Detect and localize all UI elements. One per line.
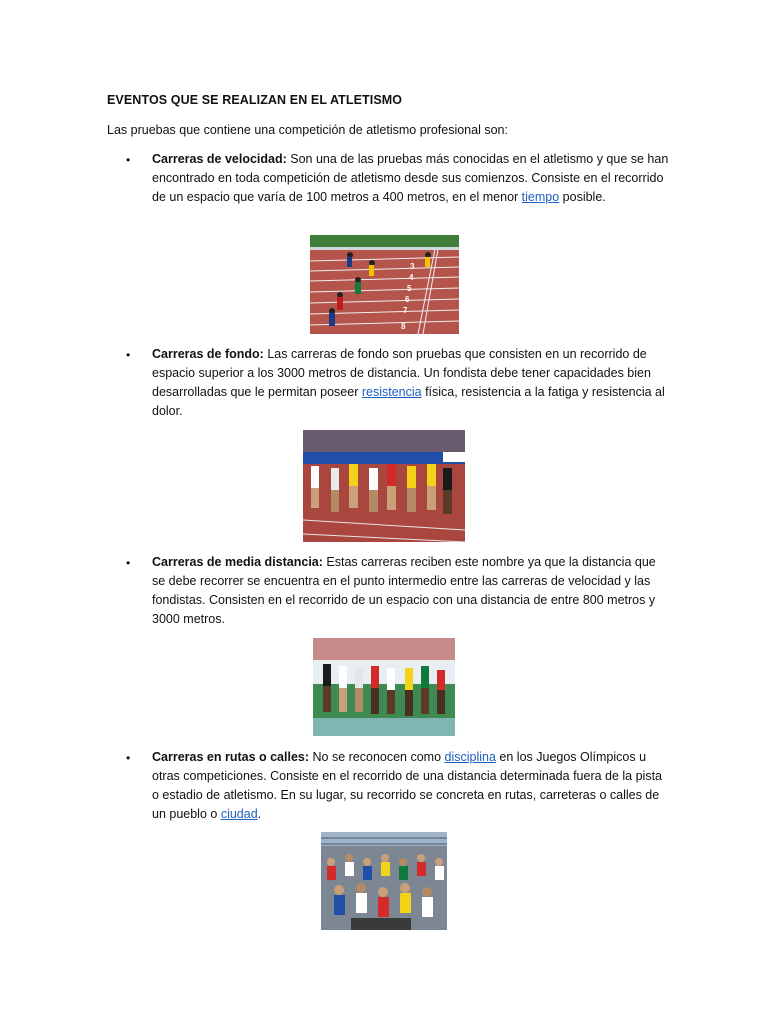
item-text-end: posible.: [559, 190, 606, 204]
road-race-crowd-photo: [321, 832, 447, 930]
item-heading: Carreras de fondo:: [152, 347, 264, 361]
list-item-fondo: [152, 345, 672, 421]
item-text: Las carreras de fondo son pruebas que consisten en un recorrido de espacio superior a los 3000 metros de distancia. Un fondista debe tener capacidades bien desarrolladas que le permitan poseer: [152, 347, 651, 399]
item-text: No se reconocen como: [309, 750, 445, 764]
item-text-end: física, resistencia a la fatiga y resistencia al dolor.: [152, 385, 665, 418]
bullet: •: [126, 751, 131, 765]
bullet: •: [126, 153, 131, 167]
item-text: Estas carreras reciben este nombre ya que la distancia que se debe recorrer se encuentra en el punto intermedio entre las carreras de velocidad y las fondistas. Consisten en el recorrido de un espacio con una distancia de entre 800 metros y 3000 metros.: [152, 555, 656, 626]
svg-text:7: 7: [403, 306, 408, 315]
item-heading: Carreras de velocidad:: [152, 152, 287, 166]
sprint-race-photo: [310, 235, 459, 334]
item-text: Son una de las pruebas más conocidas en el atletismo y que se han encontrado en toda competición de atletismo desde sus comienzos. Consiste en el recorrido de un espacio que varía de 100 metros a 400 metros, en el menor: [152, 152, 669, 204]
svg-text:8: 8: [401, 322, 406, 331]
intro-text: Las pruebas que contiene una competición de atletismo profesional son:: [107, 123, 508, 137]
svg-text:3: 3: [410, 262, 415, 271]
link-ciudad[interactable]: ciudad: [220, 807, 258, 821]
bullet: •: [126, 348, 131, 362]
middle-distance-race-photo: [313, 638, 455, 736]
document-title: EVENTOS QUE SE REALIZAN EN EL ATLETISMO: [107, 93, 403, 107]
bullet: •: [126, 556, 131, 570]
link-resistencia[interactable]: resistencia: [361, 385, 422, 399]
list-item-rutas: [152, 748, 672, 824]
long-distance-race-photo: [303, 430, 465, 542]
item-text-end: .: [257, 807, 262, 821]
list-item-media-distancia: [152, 553, 672, 629]
svg-text:6: 6: [405, 295, 410, 304]
svg-text:4: 4: [409, 273, 414, 282]
svg-text:5: 5: [407, 284, 412, 293]
link-disciplina[interactable]: disciplina: [444, 750, 496, 764]
list-item-velocidad: [152, 150, 672, 207]
item-text-mid: en los Juegos Olímpicos u otras competiciones. Consiste en el recorrido de una distancia determinada fuera de la pista o estadio de atletismo. En su lugar, su recorrido se concreta en rutas, carreteras o calles de un pueblo o: [152, 750, 663, 821]
item-heading: Carreras de media distancia:: [152, 555, 323, 569]
item-heading: Carreras en rutas o calles:: [152, 750, 310, 764]
link-tiempo[interactable]: tiempo: [521, 190, 560, 204]
